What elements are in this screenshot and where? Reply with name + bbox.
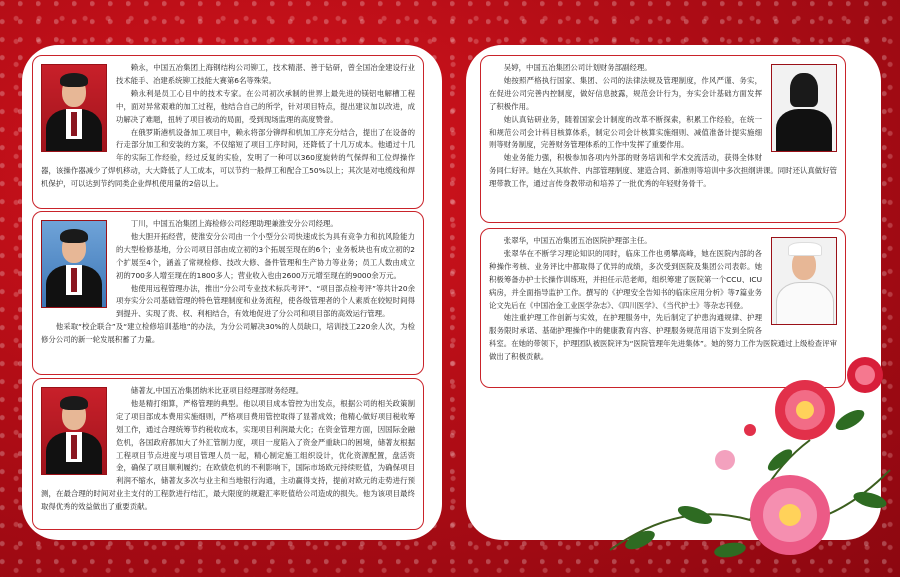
- profile-text: 赖永利是员工心目中的技术专家。在公司初次承制的世界上最先进的镁铝电解槽工程中，面对异常艰难的加工过程，他结合自己的所学，针对项目特点，提出建议加以改进，成功解决了难题，扭转了项目被动的局面，受到现场监理的高度赞誉。: [116, 88, 415, 124]
- profile-text: 丁川，中国五冶集团上海检修公司经理助理兼淮安分公司经理。: [130, 219, 338, 228]
- portrait-photo: [771, 237, 837, 325]
- profile-text: 赖永，中国五冶集团上海钢结构公司铆工，技术精湛、善于钻研，曾全国冶金建设行业技术能手、冶建系统铆工技能大赛第6名等殊荣。: [116, 63, 415, 85]
- profile-card-ding-chuan: [32, 211, 424, 375]
- profile-text: 她注重护理工作创新与实效，在护理服务中，先后制定了护患沟通规律、护理服务限时承诺、基础护理操作中的健康教育内容、护理服务规范用语下发到全院各科室。在她的带领下，护理团队被医院评为“医院管理年先进集体”。她的努力工作为医院通过上级检查评审做出了积极贡献。: [489, 313, 837, 362]
- profile-text: 在俄罗斯港机设备加工项目中，赖永将部分铆焊和机加工序充分结合，提出了在设备的行走部分加工和安装的方案，不仅缩短了项目工序时间，还降低了十几万成本。他通过十几年的实际工作经验，经过反复的实验，发明了一种可以360度旋转的气保焊和工位焊操作器，该操作器减少了焊机移动，大大降低了人工成本，可以节约一般焊工和配合工50%以上；其次是对电缆线和焊机保护，可以达到节约同类企业焊机使用量的2倍以上。: [41, 127, 415, 189]
- profile-text: 吴婷，中国五冶集团公司计划财务部副经理。: [503, 63, 652, 72]
- profile-card-chu-jianyou: [32, 378, 424, 530]
- profile-text: 他使用远程管理办法，推出“分公司专业技术标兵考评”、“项目部点检考评”等共计20余项夯实分公司基础管理的特色管理制度和业务流程，使各级管理者的个人素质在较短时间得到提升、实现了责、权、利相结合，有效地促进了分公司和项目部的高效运行管理。: [116, 283, 415, 319]
- profile-text: 储著友,中国五冶集团纳米比亚项目经理部财务经理。: [130, 386, 304, 395]
- profile-text: 他采取“校企联合”及“建立检修培训基地”的办法，为分公司解决30%的人员缺口，培训技工220余人次，为检修分公司的新一轮发展积蓄了力量。: [41, 322, 415, 345]
- portrait-photo: [41, 387, 107, 475]
- profile-text: 她业务能力强，积极参加各项内外部的财务培训和学术交流活动，获得全体财务同仁好评。她在久其软件、内部管理制度、建造合同、新准则等培训中多次担纲讲课。同时还认真做好管理带教工作，通过言传身教带动和培养了一批优秀的年轻财务骨干。: [489, 153, 837, 189]
- profile-card-wu-ting: [480, 55, 846, 223]
- portrait-photo: [41, 220, 107, 308]
- profile-text: 她按照严格执行国家、集团、公司的法律法规及管理制度，作风严谨、务实，在促进公司完善内控制度，做好信息披露，规范会计行为，夯实会计基础方面发挥了积极作用。: [489, 75, 762, 111]
- profile-text: 她认真钻研业务，随着国家会计制度的改革不断探索，积累工作经验，在统一和规范公司会计科目核算体系，制定公司会计核算实施细则、减值准备计提实施细则等财务制度，完善财务管理体系的工作中发挥了重要作用。: [489, 114, 762, 150]
- portrait-photo: [771, 64, 837, 152]
- profile-text: 张翠华在不断学习理论知识的同时，临床工作也勇攀高峰，她在医院内部的各种操作考核、业务评比中都取得了优异的成绩，多次受到医院及集团公司表彰。她积极筹备办护士长操作训练班，并担任示范老师，组织筹建了医院第一个CCU、ICU病房，并全面指导监护工作。撰写的《护理安全告知书的临床应用分析》等7篇业务论文先后在《中国冶金工业医学杂志》、《四川医学》、《当代护士》等杂志刊登。: [489, 248, 762, 310]
- profile-text: 张翠华，中国五冶集团五冶医院护理部主任。: [503, 236, 652, 245]
- profile-text: 他是精打细算，严格管理的典型。他以项目成本管控为出发点，根据公司的相关政策制定了项目部成本费用实施细则，严格项目费用管控取得了显著成效；他精心做好项目税收筹划工作，通过合理统筹节约税收成本，实现项目利润最大化；在资金管理方面，因国际金融危机，各国政府都加大了外汇管制力度，项目一度陷入了资金严重缺口的困境，储著友根据工程项目节点进度与项目管理人员一起，精心制定施工组织设计，优化资源配置，盘活资金，确保了项目顺利履约；在欧债危机的不利影响下，国际市场欧元持续贬值，为确保项目利润不缩水，储著友多次与业主和当地银行沟通，主动赢得支持，提前对欧元的走势进行预测，在最合理的时间对业主支付的工程款进行结汇，最大限度的规避汇率贬值给公司造成的损失。他为该项目最终取得优秀的效益做出了重要贡献。: [41, 398, 415, 512]
- peony-flower-decoration: [600, 350, 900, 577]
- portrait-photo: [41, 64, 107, 152]
- left-page: [22, 45, 442, 540]
- profile-card-lai-yong: [32, 55, 424, 209]
- profile-text: 他大胆开拓经营，使淮安分公司由一个小型分公司快速成长为具有竞争力和抗风险能力的大型检修基地，分公司项目部由成立初的3个拓展至现在的6个；业务板块也有成立初的2个扩展至4个，涵盖了常规检修、技改大修、备件管理和生产协力等业务；员工人数由成立初的700多人增至现在的1800多人；营业收入也由2600万元增至现在的9000余万元。: [116, 231, 415, 280]
